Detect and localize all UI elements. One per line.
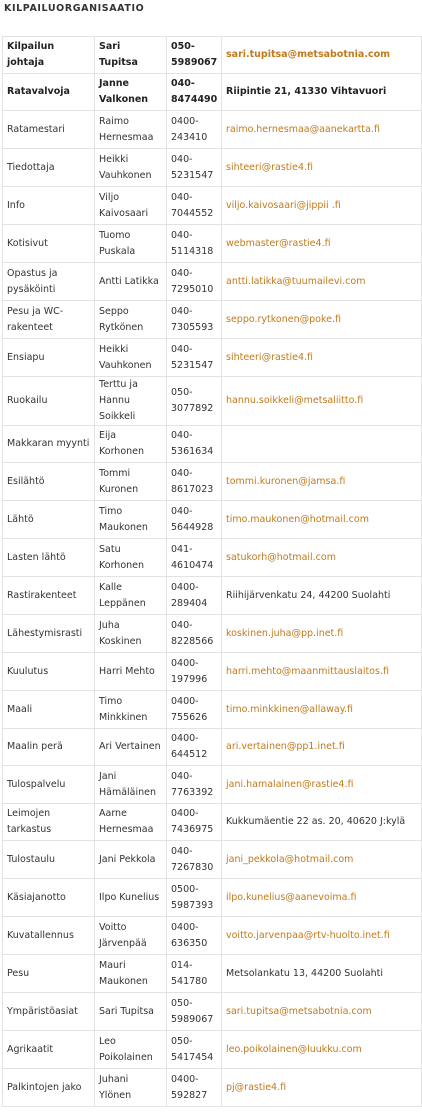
table-row bbox=[3, 917, 422, 955]
phone-cell: 014-541780 bbox=[167, 955, 222, 993]
name-cell: Ilpo Kunelius bbox=[95, 879, 167, 917]
role-cell: Lähestymisrasti bbox=[3, 615, 95, 653]
role-cell: Ratavalvoja bbox=[3, 74, 95, 111]
email-link[interactable]: jani_pekkola@hotmail.com bbox=[222, 841, 422, 879]
name-cell: Antti Latikka bbox=[95, 263, 167, 301]
role-cell: Esilähtö bbox=[3, 463, 95, 501]
role-cell: Ratamestari bbox=[3, 111, 95, 149]
role-cell: Opastus ja pysäköinti bbox=[3, 263, 95, 301]
name-cell: Heikki Vauhkonen bbox=[95, 149, 167, 187]
phone-cell: 040-8228566 bbox=[167, 615, 222, 653]
name-cell: Terttu ja Hannu Soikkeli bbox=[95, 377, 167, 426]
email-link[interactable]: viljo.kaivosaari@jippii .fi bbox=[222, 187, 422, 225]
table-row bbox=[3, 766, 422, 804]
name-cell: Kalle Leppänen bbox=[95, 577, 167, 615]
email-link[interactable]: raimo.hernesmaa@aanekartta.fi bbox=[222, 111, 422, 149]
address-cell: Riipintie 21, 41330 Vihtavuori bbox=[222, 74, 422, 111]
name-cell: Harri Mehto bbox=[95, 653, 167, 691]
table-row bbox=[3, 539, 422, 577]
name-cell: Juha Koskinen bbox=[95, 615, 167, 653]
name-cell: Timo Minkkinen bbox=[95, 691, 167, 729]
phone-cell: 0400-197996 bbox=[167, 653, 222, 691]
table-row bbox=[3, 729, 422, 766]
phone-cell: 0400-644512 bbox=[167, 729, 222, 766]
name-cell: Heikki Vauhkonen bbox=[95, 339, 167, 377]
table-row bbox=[3, 377, 422, 426]
name-cell: Aarne Hernesmaa bbox=[95, 804, 167, 841]
table-row bbox=[3, 841, 422, 879]
role-cell: Ruokailu bbox=[3, 377, 95, 426]
phone-cell: 0400-592827 bbox=[167, 1069, 222, 1107]
email-link[interactable]: sihteeri@rastie4.fi bbox=[222, 149, 422, 187]
table-row bbox=[3, 653, 422, 691]
table-row bbox=[3, 463, 422, 501]
phone-cell: 0400-636350 bbox=[167, 917, 222, 955]
table-row bbox=[3, 301, 422, 339]
email-link[interactable]: koskinen.juha@pp.inet.fi bbox=[222, 615, 422, 653]
phone-cell: 050-5989067 bbox=[167, 37, 222, 74]
phone-cell: 0400-289404 bbox=[167, 577, 222, 615]
table-row bbox=[3, 187, 422, 225]
role-cell: Kotisivut bbox=[3, 225, 95, 263]
table-row bbox=[3, 993, 422, 1031]
name-cell: Sari Tupitsa bbox=[95, 993, 167, 1031]
email-link bbox=[222, 426, 422, 463]
name-cell: Leo Poikolainen bbox=[95, 1031, 167, 1069]
name-cell: Sari Tupitsa bbox=[95, 37, 167, 74]
phone-cell: 0400-755626 bbox=[167, 691, 222, 729]
role-cell: Leimojen tarkastus bbox=[3, 804, 95, 841]
table-row bbox=[3, 111, 422, 149]
email-link[interactable]: leo.poikolainen@luukku.com bbox=[222, 1031, 422, 1069]
table-row bbox=[3, 1069, 422, 1107]
phone-cell: 040-5231547 bbox=[167, 149, 222, 187]
email-link[interactable]: ari.vertainen@pp1.inet.fi bbox=[222, 729, 422, 766]
email-link[interactable]: satukorh@hotmail.com bbox=[222, 539, 422, 577]
name-cell: Mauri Maukonen bbox=[95, 955, 167, 993]
organization-table bbox=[2, 36, 422, 1107]
phone-cell: 040-7305593 bbox=[167, 301, 222, 339]
table-row bbox=[3, 615, 422, 653]
name-cell: Viljo Kaivosaari bbox=[95, 187, 167, 225]
email-link[interactable]: timo.maukonen@hotmail.com bbox=[222, 501, 422, 539]
address-cell: Metsolankatu 13, 44200 Suolahti bbox=[222, 955, 422, 993]
table-row bbox=[3, 37, 422, 74]
phone-cell: 050-5417454 bbox=[167, 1031, 222, 1069]
email-link[interactable]: webmaster@rastie4.fi bbox=[222, 225, 422, 263]
phone-cell: 040-5231547 bbox=[167, 339, 222, 377]
email-link[interactable]: timo.minkkinen@allaway.fi bbox=[222, 691, 422, 729]
phone-cell: 0500-5987393 bbox=[167, 879, 222, 917]
role-cell: Kuvatallennus bbox=[3, 917, 95, 955]
phone-cell: 040-7267830 bbox=[167, 841, 222, 879]
email-link[interactable]: sari.tupitsa@metsabotnia.com bbox=[222, 37, 422, 74]
name-cell: Tuomo Puskala bbox=[95, 225, 167, 263]
table-row bbox=[3, 501, 422, 539]
phone-cell: 040-8617023 bbox=[167, 463, 222, 501]
role-cell: Tiedottaja bbox=[3, 149, 95, 187]
phone-cell: 041-4610474 bbox=[167, 539, 222, 577]
name-cell: Satu Korhonen bbox=[95, 539, 167, 577]
email-link[interactable]: sari.tupitsa@metsabotnia.com bbox=[222, 993, 422, 1031]
email-link[interactable]: pj@rastie4.fi bbox=[222, 1069, 422, 1107]
table-row bbox=[3, 804, 422, 841]
table-row bbox=[3, 426, 422, 463]
email-link[interactable]: seppo.rytkonen@poke.fi bbox=[222, 301, 422, 339]
email-link[interactable]: hannu.soikkeli@metsaliitto.fi bbox=[222, 377, 422, 426]
phone-cell: 040-7295010 bbox=[167, 263, 222, 301]
table-row bbox=[3, 1031, 422, 1069]
role-cell: Info bbox=[3, 187, 95, 225]
role-cell: Makkaran myynti bbox=[3, 426, 95, 463]
name-cell: Voitto Järvenpää bbox=[95, 917, 167, 955]
role-cell: Tulostaulu bbox=[3, 841, 95, 879]
table-row bbox=[3, 577, 422, 615]
email-link[interactable]: ilpo.kunelius@aanevoima.fi bbox=[222, 879, 422, 917]
name-cell: Janne Valkonen bbox=[95, 74, 167, 111]
address-cell: Riihijärvenkatu 24, 44200 Suolahti bbox=[222, 577, 422, 615]
role-cell: Maalin perä bbox=[3, 729, 95, 766]
email-link[interactable]: antti.latikka@tuumailevi.com bbox=[222, 263, 422, 301]
name-cell: Raimo Hernesmaa bbox=[95, 111, 167, 149]
name-cell: Timo Maukonen bbox=[95, 501, 167, 539]
name-cell: Seppo Rytkönen bbox=[95, 301, 167, 339]
table-row bbox=[3, 225, 422, 263]
phone-cell: 040-8474490 bbox=[167, 74, 222, 111]
phone-cell: 050-3077892 bbox=[167, 377, 222, 426]
name-cell: Jani Hämäläinen bbox=[95, 766, 167, 804]
email-link[interactable]: sihteeri@rastie4.fi bbox=[222, 339, 422, 377]
role-cell: Pesu ja WC-rakenteet bbox=[3, 301, 95, 339]
email-link[interactable]: harri.mehto@maanmittauslaitos.fi bbox=[222, 653, 422, 691]
email-link[interactable]: jani.hamalainen@rastie4.fi bbox=[222, 766, 422, 804]
table-row bbox=[3, 339, 422, 377]
phone-cell: 040-5114318 bbox=[167, 225, 222, 263]
email-link[interactable]: voitto.jarvenpaa@rtv-huolto.inet.fi bbox=[222, 917, 422, 955]
phone-cell: 050-5989067 bbox=[167, 993, 222, 1031]
role-cell: Kilpailun johtaja bbox=[3, 37, 95, 74]
table-row bbox=[3, 74, 422, 111]
table-row bbox=[3, 955, 422, 993]
phone-cell: 0400-7436975 bbox=[167, 804, 222, 841]
role-cell: Käsiajanotto bbox=[3, 879, 95, 917]
table-row bbox=[3, 149, 422, 187]
role-cell: Ensiapu bbox=[3, 339, 95, 377]
role-cell: Lasten lähtö bbox=[3, 539, 95, 577]
table-row bbox=[3, 691, 422, 729]
name-cell: Jani Pekkola bbox=[95, 841, 167, 879]
name-cell: Tommi Kuronen bbox=[95, 463, 167, 501]
role-cell: Kuulutus bbox=[3, 653, 95, 691]
phone-cell: 040-7044552 bbox=[167, 187, 222, 225]
address-cell: Kukkumäentie 22 as. 20, 40620 J:kylä bbox=[222, 804, 422, 841]
phone-cell: 0400-243410 bbox=[167, 111, 222, 149]
role-cell: Agrikaatit bbox=[3, 1031, 95, 1069]
role-cell: Pesu bbox=[3, 955, 95, 993]
role-cell: Ympäristöasiat bbox=[3, 993, 95, 1031]
phone-cell: 040-5361634 bbox=[167, 426, 222, 463]
name-cell: Ari Vertainen bbox=[95, 729, 167, 766]
phone-cell: 040-5644928 bbox=[167, 501, 222, 539]
role-cell: Tulospalvelu bbox=[3, 766, 95, 804]
role-cell: Palkintojen jako bbox=[3, 1069, 95, 1107]
phone-cell: 040-7763392 bbox=[167, 766, 222, 804]
role-cell: Maali bbox=[3, 691, 95, 729]
table-row bbox=[3, 263, 422, 301]
role-cell: Rastirakenteet bbox=[3, 577, 95, 615]
name-cell: Juhani Ylönen bbox=[95, 1069, 167, 1107]
role-cell: Lähtö bbox=[3, 501, 95, 539]
name-cell: Eija Korhonen bbox=[95, 426, 167, 463]
page-title: KILPAILUORGANISAATIO bbox=[4, 3, 145, 14]
email-link[interactable]: tommi.kuronen@jamsa.fi bbox=[222, 463, 422, 501]
table-row bbox=[3, 879, 422, 917]
